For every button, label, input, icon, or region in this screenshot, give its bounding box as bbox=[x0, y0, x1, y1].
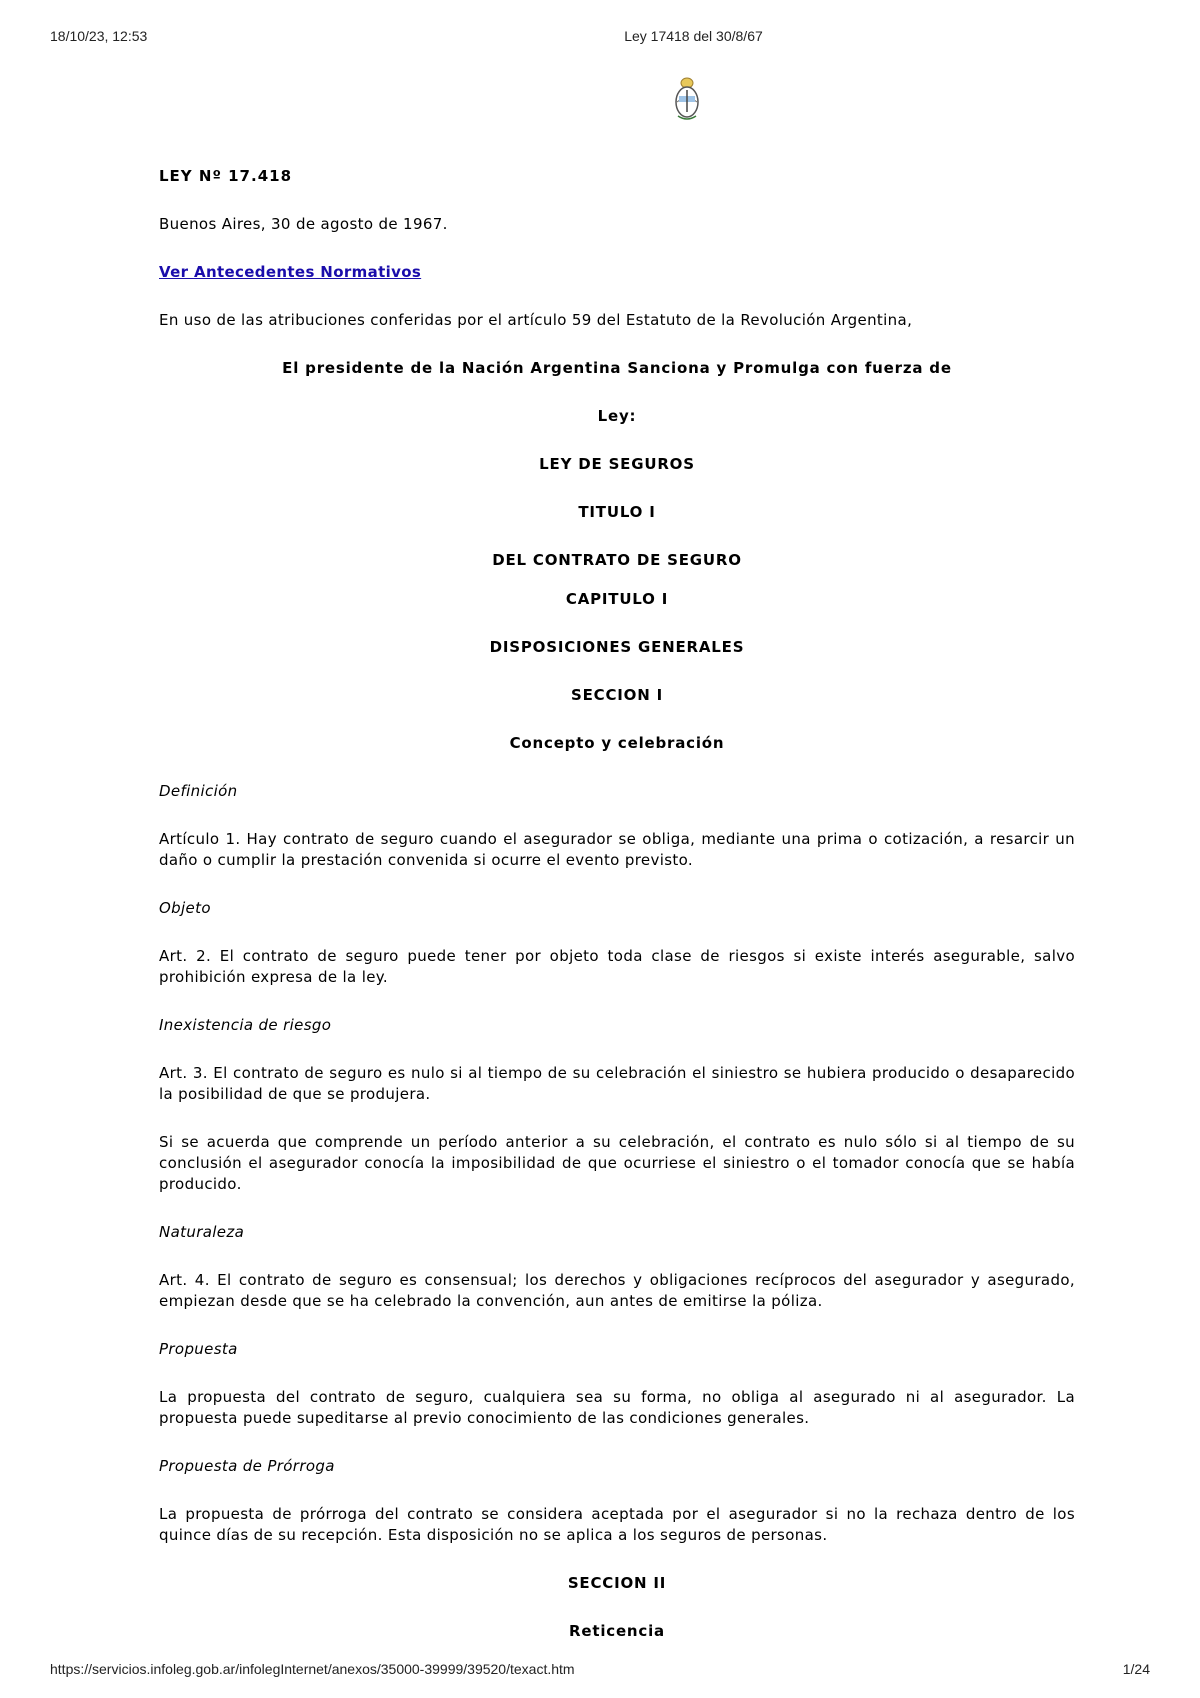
seccion-heading: SECCION II bbox=[567, 1574, 667, 1592]
ley-label: Ley: bbox=[597, 407, 637, 425]
article-text: Si se acuerda que comprende un período anterior a su celebración, el contrato es nulo sólo si al tiempo de su conclusión el asegurador conocía la imposibilidad de que ocurriese el siniestro o el tomador conocía que se había producido. bbox=[159, 1133, 1075, 1193]
place-date: Buenos Aires, 30 de agosto de 1967. bbox=[159, 215, 448, 233]
titulo-name: DEL CONTRATO DE SEGURO bbox=[492, 551, 742, 569]
law-number: LEY Nº 17.418 bbox=[159, 167, 293, 185]
article-heading: Naturaleza bbox=[159, 1223, 245, 1241]
law-title: LEY DE SEGUROS bbox=[539, 455, 695, 473]
print-header bbox=[0, 28, 1200, 48]
preamble: En uso de las atribuciones conferidas por el artículo 59 del Estatuto de la Revolución Argentina, bbox=[159, 311, 913, 329]
article-text: Art. 3. El contrato de seguro es nulo si al tiempo de su celebración el siniestro se hubiera producido o desaparecido la posibilidad de que se produjera. bbox=[159, 1064, 1075, 1103]
article-heading: Propuesta de Prórroga bbox=[159, 1457, 335, 1475]
print-page-number: 1/24 bbox=[1122, 1661, 1150, 1677]
article-text: La propuesta del contrato de seguro, cualquiera sea su forma, no obliga al asegurado ni al asegurador. La propuesta puede supeditarse al previo conocimiento de las condiciones generales. bbox=[159, 1388, 1075, 1427]
article-heading: Inexistencia de riesgo bbox=[159, 1016, 332, 1034]
law-document bbox=[159, 166, 1075, 1642]
article-text: Art. 4. El contrato de seguro es consensual; los derechos y obligaciones recíprocos del asegurador y asegurado, empiezan desde que se ha celebrado la convención, aun antes de emitirse la póliza. bbox=[159, 1271, 1075, 1310]
article-text: La propuesta de prórroga del contrato se considera aceptada por el asegurador si no la rechaza dentro de los quince días de su recepción. Esta disposición no se aplica a los seguros de personas. bbox=[159, 1505, 1075, 1544]
enactment-formula: El presidente de la Nación Argentina Sanciona y Promulga con fuerza de bbox=[282, 359, 952, 377]
article-heading: Propuesta bbox=[159, 1340, 238, 1358]
seccion-name: Reticencia bbox=[569, 1622, 665, 1640]
capitulo-heading: CAPITULO I bbox=[565, 590, 669, 608]
article-heading: Definición bbox=[159, 782, 238, 800]
seccion-heading: SECCION I bbox=[571, 686, 663, 704]
antecedentes-link[interactable]: Ver Antecedentes Normativos bbox=[159, 263, 422, 281]
print-url: https://servicios.infoleg.gob.ar/infolegInternet/anexos/35000-39999/39520/texact.htm bbox=[50, 1661, 575, 1677]
capitulo-name: DISPOSICIONES GENERALES bbox=[489, 638, 745, 656]
article-heading: Objeto bbox=[159, 899, 211, 917]
print-footer bbox=[0, 1661, 1200, 1681]
article-text: Art. 2. El contrato de seguro puede tener por objeto toda clase de riesgos si existe interés asegurable, salvo prohibición expresa de la ley. bbox=[159, 947, 1075, 986]
seccion-name: Concepto y celebración bbox=[509, 734, 725, 752]
print-page-title: Ley 17418 del 30/8/67 bbox=[624, 28, 763, 44]
print-datetime: 18/10/23, 12:53 bbox=[50, 28, 148, 44]
titulo-heading: TITULO I bbox=[578, 503, 656, 521]
article-text: Artículo 1. Hay contrato de seguro cuando el asegurador se obliga, mediante una prima o cotización, a resarcir un daño o cumplir la prestación convenida si ocurre el evento previsto. bbox=[159, 830, 1075, 869]
argentina-coat-of-arms-icon bbox=[672, 76, 702, 122]
